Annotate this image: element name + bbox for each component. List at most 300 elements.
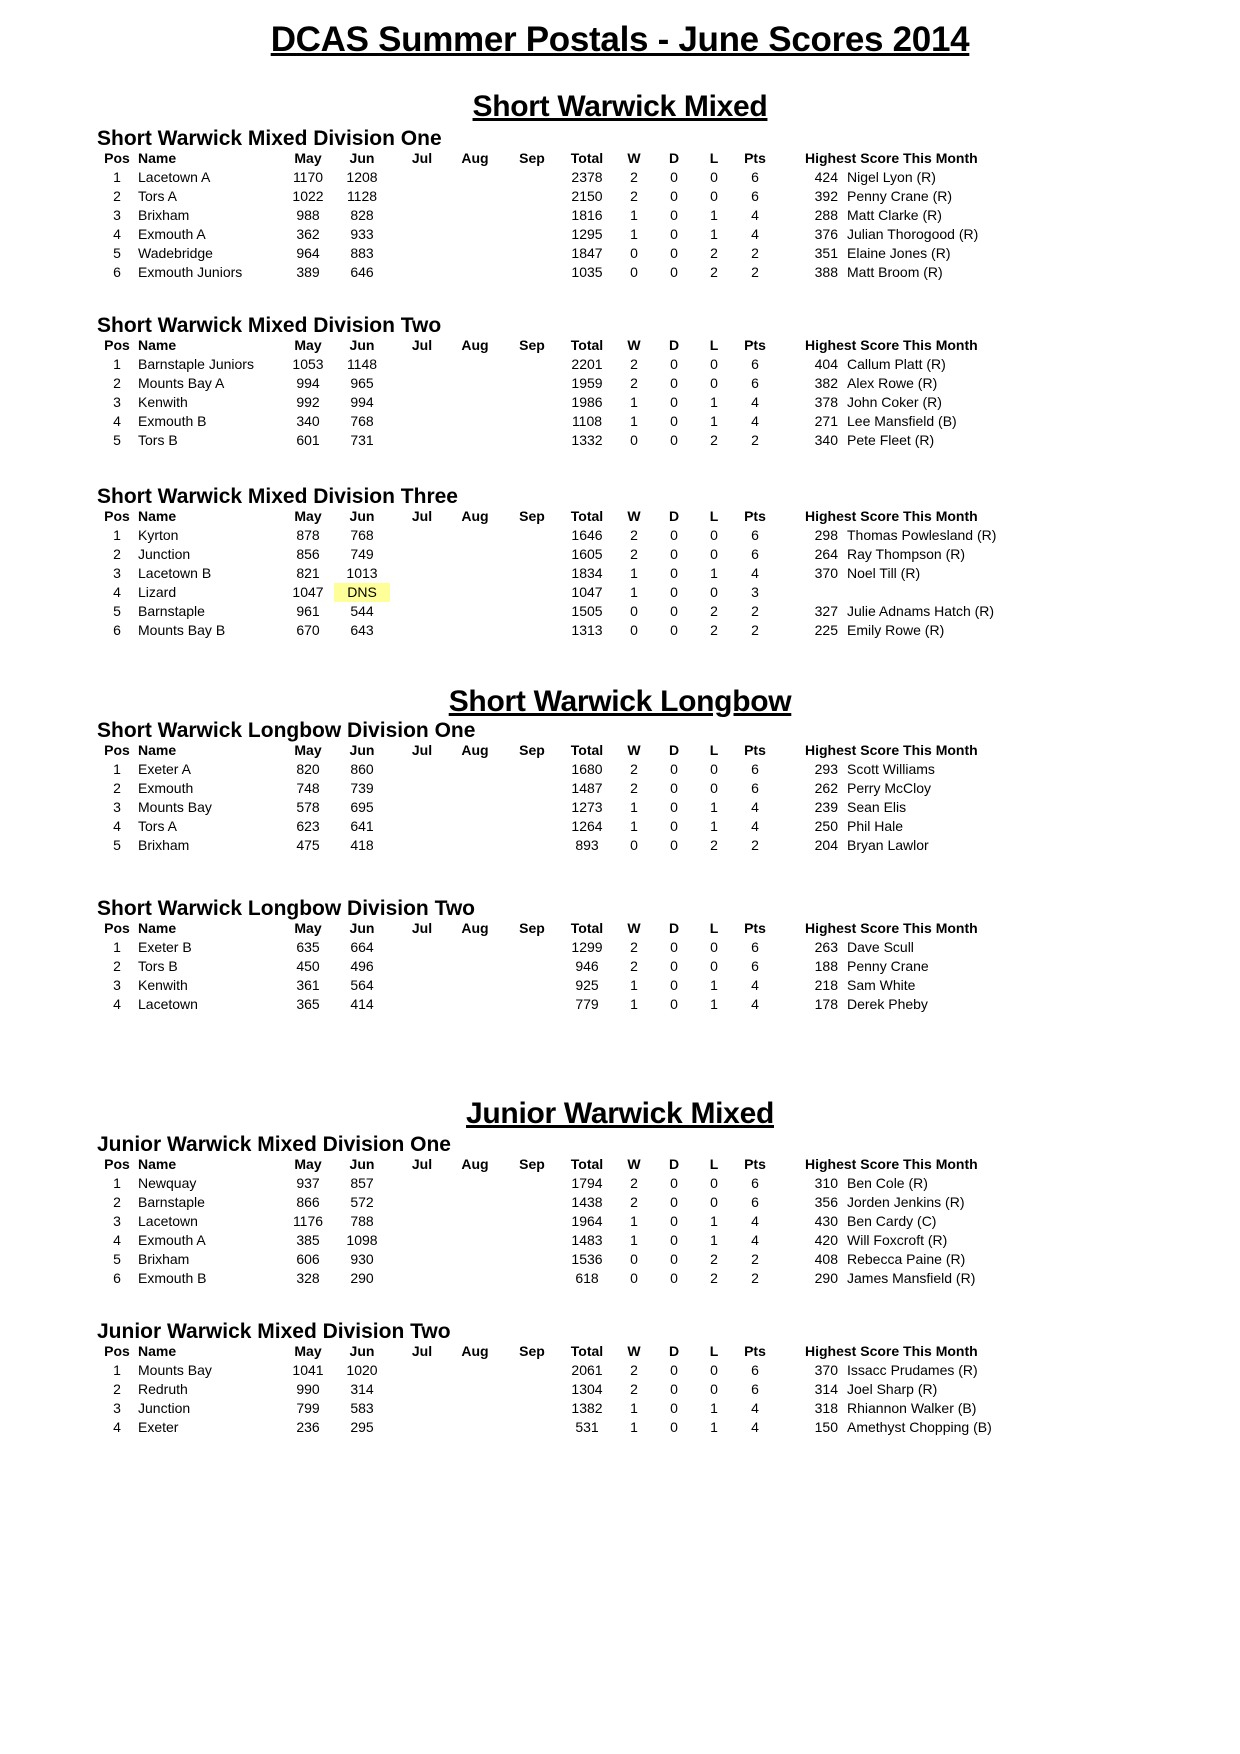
cell-name: Brixham (138, 1251, 190, 1267)
cell-may: 1041 (292, 1362, 324, 1378)
cell-total: 2150 (571, 188, 603, 204)
cell-may: 866 (296, 1194, 320, 1210)
cell-pos: 3 (113, 799, 121, 815)
cell-pts: 2 (751, 1270, 759, 1286)
cell-w: 1 (630, 1419, 638, 1435)
cell-l: 2 (710, 264, 718, 280)
cell-name: Mounts Bay (138, 799, 212, 815)
table-row (0, 393, 1240, 412)
col-header-jul: Jul (411, 337, 433, 353)
cell-total: 2378 (571, 169, 603, 185)
cell-total: 1959 (571, 375, 603, 391)
document-title: DCAS Summer Postals - June Scores 2014 (270, 20, 970, 59)
cell-highest-archer: Phil Hale (847, 818, 904, 834)
cell-total: 2201 (571, 356, 603, 372)
cell-w: 2 (630, 1194, 638, 1210)
cell-l: 0 (710, 169, 718, 185)
cell-name: Junction (138, 1400, 191, 1416)
cell-jun: 544 (350, 603, 374, 619)
cell-highest-archer: Rebecca Paine (R) (847, 1251, 966, 1267)
cell-name: Exmouth B (138, 413, 207, 429)
cell-name: Lizard (138, 584, 177, 600)
cell-highest-score: 376 (814, 226, 838, 242)
cell-d: 0 (670, 226, 678, 242)
cell-highest-archer: Joel Sharp (R) (847, 1381, 938, 1397)
col-header-total: Total (570, 742, 604, 758)
cell-total: 1964 (571, 1213, 603, 1229)
cell-d: 0 (670, 818, 678, 834)
cell-name: Newquay (138, 1175, 197, 1191)
standings-grid (0, 149, 1240, 282)
cell-pts: 6 (751, 761, 759, 777)
col-header-sep: Sep (519, 1156, 545, 1172)
col-header-sep: Sep (519, 508, 545, 524)
col-header-may: May (294, 1156, 322, 1172)
col-header-aug: Aug (461, 508, 489, 524)
cell-w: 2 (630, 169, 638, 185)
cell-highest-archer: Sam White (847, 977, 916, 993)
col-header-d: D (668, 920, 680, 936)
cell-name: Lacetown A (138, 169, 211, 185)
cell-jun: 290 (350, 1270, 374, 1286)
cell-highest-archer: Elaine Jones (R) (847, 245, 951, 261)
cell-highest-archer: Julie Adnams Hatch (R) (847, 603, 995, 619)
cell-pos: 1 (113, 1362, 121, 1378)
cell-total: 1332 (571, 432, 603, 448)
col-header-pos: Pos (104, 1156, 130, 1172)
cell-name: Kenwith (138, 394, 188, 410)
col-header-pts: Pts (744, 920, 766, 936)
cell-l: 1 (710, 818, 718, 834)
cell-highest-archer: Jorden Jenkins (R) (847, 1194, 965, 1210)
col-header-jun: Jun (349, 1343, 375, 1359)
cell-pos: 1 (113, 169, 121, 185)
col-header-pts: Pts (744, 150, 766, 166)
col-header-jul: Jul (411, 150, 433, 166)
cell-highest-score: 356 (814, 1194, 838, 1210)
cell-l: 1 (710, 799, 718, 815)
cell-pos: 2 (113, 958, 121, 974)
cell-name: Brixham (138, 837, 190, 853)
cell-pts: 4 (751, 996, 759, 1012)
cell-name: Tors B (138, 432, 178, 448)
col-header-pos: Pos (104, 1343, 130, 1359)
cell-highest-score: 178 (814, 996, 838, 1012)
cell-highest-archer: Scott Williams (847, 761, 935, 777)
cell-highest-archer: John Coker (R) (847, 394, 942, 410)
cell-total: 618 (575, 1270, 599, 1286)
cell-total: 1304 (571, 1381, 603, 1397)
table-row (0, 1380, 1240, 1399)
cell-pos: 5 (113, 603, 121, 619)
cell-pos: 3 (113, 1213, 121, 1229)
cell-d: 0 (670, 837, 678, 853)
col-header-jun: Jun (349, 337, 375, 353)
col-header-pos: Pos (104, 742, 130, 758)
cell-pos: 1 (113, 761, 121, 777)
col-header-total: Total (570, 920, 604, 936)
cell-highest-score: 293 (814, 761, 838, 777)
table-row (0, 355, 1240, 374)
cell-name: Barnstaple (138, 1194, 205, 1210)
col-header-total: Total (570, 150, 604, 166)
col-header-d: D (668, 337, 680, 353)
cell-highest-score: 351 (814, 245, 838, 261)
cell-pts: 4 (751, 1213, 759, 1229)
cell-l: 2 (710, 1270, 718, 1286)
cell-highest-archer: Julian Thorogood (R) (847, 226, 979, 242)
cell-may: 606 (296, 1251, 320, 1267)
cell-highest-archer: Ben Cardy (C) (847, 1213, 937, 1229)
cell-pts: 4 (751, 818, 759, 834)
cell-highest-score: 218 (814, 977, 838, 993)
cell-d: 0 (670, 169, 678, 185)
cell-jun: 930 (350, 1251, 374, 1267)
cell-name: Lacetown (138, 996, 198, 1012)
cell-pts: 4 (751, 207, 759, 223)
cell-jun: 695 (350, 799, 374, 815)
cell-name: Brixham (138, 207, 190, 223)
col-header-d: D (668, 1156, 680, 1172)
header-row (0, 149, 1240, 168)
standings-grid (0, 1155, 1240, 1288)
cell-name: Tors B (138, 958, 178, 974)
cell-jun: 768 (350, 413, 374, 429)
section-title: Short Warwick Mixed (472, 90, 768, 123)
col-header-d: D (668, 150, 680, 166)
standings-grid (0, 336, 1240, 450)
cell-jun: 314 (350, 1381, 374, 1397)
cell-l: 2 (710, 1251, 718, 1267)
table-row (0, 602, 1240, 621)
cell-highest-archer: Derek Pheby (847, 996, 928, 1012)
cell-l: 1 (710, 977, 718, 993)
cell-may: 988 (296, 207, 320, 223)
cell-total: 893 (575, 837, 599, 853)
cell-l: 0 (710, 188, 718, 204)
table-row (0, 187, 1240, 206)
cell-highest-archer: Penny Crane (847, 958, 929, 974)
cell-highest-score: 204 (814, 837, 838, 853)
cell-highest-score: 318 (814, 1400, 838, 1416)
cell-d: 0 (670, 1381, 678, 1397)
col-header-pts: Pts (744, 1343, 766, 1359)
cell-total: 1299 (571, 939, 603, 955)
cell-w: 1 (630, 996, 638, 1012)
cell-highest-score: 408 (814, 1251, 838, 1267)
col-header-d: D (668, 742, 680, 758)
cell-highest-archer: Matt Broom (R) (847, 264, 943, 280)
cell-pos: 4 (113, 1232, 121, 1248)
cell-l: 0 (710, 939, 718, 955)
cell-highest-archer: Penny Crane (R) (847, 188, 953, 204)
cell-name: Mounts Bay (138, 1362, 212, 1378)
cell-may: 799 (296, 1400, 320, 1416)
cell-pos: 6 (113, 622, 121, 638)
cell-may: 1047 (292, 584, 324, 600)
table-row (0, 431, 1240, 450)
cell-l: 0 (710, 1362, 718, 1378)
table-row (0, 1361, 1240, 1380)
col-header-w: W (627, 337, 641, 353)
cell-l: 1 (710, 1213, 718, 1229)
cell-l: 1 (710, 565, 718, 581)
col-header-sep: Sep (519, 150, 545, 166)
col-header-jul: Jul (411, 1343, 433, 1359)
cell-d: 0 (670, 245, 678, 261)
cell-highest-score: 404 (814, 356, 838, 372)
cell-pts: 6 (751, 1381, 759, 1397)
cell-jun: 1208 (346, 169, 378, 185)
cell-name: Exmouth A (138, 1232, 206, 1248)
cell-w: 1 (630, 818, 638, 834)
col-header-w: W (627, 508, 641, 524)
cell-total: 1273 (571, 799, 603, 815)
cell-jun: 883 (350, 245, 374, 261)
cell-pts: 6 (751, 356, 759, 372)
table-row (0, 779, 1240, 798)
cell-highest-archer: Ben Cole (R) (847, 1175, 928, 1191)
col-header-may: May (294, 150, 322, 166)
cell-pts: 4 (751, 1400, 759, 1416)
cell-jun: 731 (350, 432, 374, 448)
cell-w: 1 (630, 799, 638, 815)
table-row (0, 621, 1240, 640)
standings-grid (0, 741, 1240, 855)
header-row (0, 507, 1240, 526)
cell-l: 1 (710, 1400, 718, 1416)
cell-d: 0 (670, 761, 678, 777)
cell-highest-archer: Matt Clarke (R) (847, 207, 942, 223)
cell-total: 925 (575, 977, 599, 993)
cell-d: 0 (670, 1251, 678, 1267)
cell-highest-score: 378 (814, 394, 838, 410)
col-header-l: L (709, 1156, 719, 1172)
cell-pos: 2 (113, 375, 121, 391)
cell-total: 1605 (571, 546, 603, 562)
cell-pos: 1 (113, 1175, 121, 1191)
cell-l: 0 (710, 546, 718, 562)
header-row (0, 1155, 1240, 1174)
cell-pts: 4 (751, 1419, 759, 1435)
cell-highest-archer: Alex Rowe (R) (847, 375, 938, 391)
cell-w: 0 (630, 1270, 638, 1286)
cell-name: Exmouth Juniors (138, 264, 243, 280)
cell-d: 0 (670, 413, 678, 429)
cell-name: Mounts Bay A (138, 375, 225, 391)
cell-jun: 1128 (346, 188, 378, 204)
cell-jun: 572 (350, 1194, 374, 1210)
cell-pts: 6 (751, 1175, 759, 1191)
cell-l: 1 (710, 1419, 718, 1435)
cell-may: 1022 (292, 188, 324, 204)
table-row (0, 1418, 1240, 1437)
cell-name: Exmouth B (138, 1270, 207, 1286)
cell-pts: 4 (751, 565, 759, 581)
cell-l: 0 (710, 356, 718, 372)
cell-total: 1487 (571, 780, 603, 796)
cell-jun: 994 (350, 394, 374, 410)
cell-pts: 2 (751, 603, 759, 619)
header-row (0, 336, 1240, 355)
cell-pos: 2 (113, 1381, 121, 1397)
cell-may: 365 (296, 996, 320, 1012)
col-header-may: May (294, 920, 322, 936)
header-row (0, 919, 1240, 938)
col-header-w: W (627, 1156, 641, 1172)
cell-highest-score: 327 (814, 603, 838, 619)
cell-pos: 1 (113, 527, 121, 543)
cell-d: 0 (670, 565, 678, 581)
cell-jun: 496 (350, 958, 374, 974)
cell-jun: 1020 (346, 1362, 378, 1378)
cell-d: 0 (670, 1270, 678, 1286)
table-row (0, 244, 1240, 263)
cell-jun: 749 (350, 546, 374, 562)
cell-l: 1 (710, 394, 718, 410)
cell-jun: 933 (350, 226, 374, 242)
cell-name: Tors A (138, 818, 177, 834)
cell-name: Exmouth A (138, 226, 206, 242)
col-header-highest-score: Highest Score This Month (805, 508, 978, 524)
cell-name: Exeter A (138, 761, 191, 777)
table-row (0, 760, 1240, 779)
col-header-w: W (627, 1343, 641, 1359)
cell-jun: DNS (334, 583, 390, 602)
cell-l: 0 (710, 584, 718, 600)
cell-pts: 6 (751, 1362, 759, 1378)
cell-pts: 2 (751, 622, 759, 638)
cell-may: 385 (296, 1232, 320, 1248)
cell-pts: 3 (751, 584, 759, 600)
cell-name: Barnstaple (138, 603, 205, 619)
cell-may: 670 (296, 622, 320, 638)
cell-l: 0 (710, 527, 718, 543)
cell-may: 601 (296, 432, 320, 448)
cell-name: Kyrton (138, 527, 179, 543)
cell-may: 578 (296, 799, 320, 815)
cell-l: 2 (710, 837, 718, 853)
division-title: Short Warwick Mixed Division One (97, 127, 442, 150)
cell-highest-score: 298 (814, 527, 838, 543)
table-row (0, 1193, 1240, 1212)
cell-d: 0 (670, 375, 678, 391)
cell-highest-score: 239 (814, 799, 838, 815)
cell-highest-archer: Pete Fleet (R) (847, 432, 935, 448)
cell-pos: 4 (113, 996, 121, 1012)
col-header-name: Name (138, 150, 177, 166)
table-row (0, 564, 1240, 583)
col-header-highest-score: Highest Score This Month (805, 1156, 978, 1172)
col-header-w: W (627, 742, 641, 758)
table-row (0, 374, 1240, 393)
col-header-highest-score: Highest Score This Month (805, 1343, 978, 1359)
cell-w: 1 (630, 584, 638, 600)
cell-w: 0 (630, 837, 638, 853)
cell-pts: 4 (751, 413, 759, 429)
cell-highest-score: 382 (814, 375, 838, 391)
cell-w: 2 (630, 958, 638, 974)
table-row (0, 1399, 1240, 1418)
cell-highest-score: 225 (814, 622, 838, 638)
cell-d: 0 (670, 1175, 678, 1191)
division-title: Short Warwick Mixed Division Two (97, 314, 442, 337)
cell-pts: 4 (751, 1232, 759, 1248)
cell-highest-score: 288 (814, 207, 838, 223)
col-header-may: May (294, 337, 322, 353)
cell-l: 2 (710, 622, 718, 638)
cell-may: 362 (296, 226, 320, 242)
cell-pos: 1 (113, 356, 121, 372)
table-row (0, 836, 1240, 855)
cell-pos: 2 (113, 780, 121, 796)
cell-pts: 6 (751, 375, 759, 391)
cell-name: Barnstaple Juniors (138, 356, 254, 372)
col-header-jun: Jun (349, 1156, 375, 1172)
cell-d: 0 (670, 432, 678, 448)
cell-d: 0 (670, 958, 678, 974)
cell-highest-archer: Nigel Lyon (R) (847, 169, 936, 185)
col-header-highest-score: Highest Score This Month (805, 337, 978, 353)
cell-d: 0 (670, 1213, 678, 1229)
cell-d: 0 (670, 584, 678, 600)
cell-pos: 5 (113, 837, 121, 853)
cell-jun: 583 (350, 1400, 374, 1416)
cell-d: 0 (670, 977, 678, 993)
cell-highest-archer: Noel Till (R) (847, 565, 921, 581)
col-header-d: D (668, 508, 680, 524)
cell-may: 820 (296, 761, 320, 777)
cell-w: 1 (630, 1232, 638, 1248)
cell-w: 1 (630, 394, 638, 410)
cell-d: 0 (670, 622, 678, 638)
cell-highest-score: 388 (814, 264, 838, 280)
cell-l: 1 (710, 226, 718, 242)
cell-may: 236 (296, 1419, 320, 1435)
cell-w: 2 (630, 761, 638, 777)
cell-total: 1483 (571, 1232, 603, 1248)
cell-highest-score: 263 (814, 939, 838, 955)
standings-grid (0, 1342, 1240, 1437)
header-row (0, 1342, 1240, 1361)
cell-total: 1847 (571, 245, 603, 261)
cell-pts: 4 (751, 226, 759, 242)
cell-d: 0 (670, 1419, 678, 1435)
col-header-may: May (294, 1343, 322, 1359)
cell-highest-score: 420 (814, 1232, 838, 1248)
cell-pts: 6 (751, 1194, 759, 1210)
table-row (0, 976, 1240, 995)
col-header-aug: Aug (461, 1156, 489, 1172)
cell-l: 0 (710, 375, 718, 391)
cell-pts: 2 (751, 432, 759, 448)
cell-l: 0 (710, 1194, 718, 1210)
cell-pos: 3 (113, 977, 121, 993)
col-header-l: L (709, 742, 719, 758)
cell-name: Lacetown B (138, 565, 212, 581)
cell-highest-score: 340 (814, 432, 838, 448)
cell-jun: 788 (350, 1213, 374, 1229)
cell-may: 340 (296, 413, 320, 429)
cell-total: 1816 (571, 207, 603, 223)
table-row (0, 225, 1240, 244)
col-header-total: Total (570, 1343, 604, 1359)
col-header-highest-score: Highest Score This Month (805, 150, 978, 166)
cell-w: 2 (630, 188, 638, 204)
cell-l: 2 (710, 245, 718, 261)
cell-w: 2 (630, 1175, 638, 1191)
col-header-may: May (294, 508, 322, 524)
